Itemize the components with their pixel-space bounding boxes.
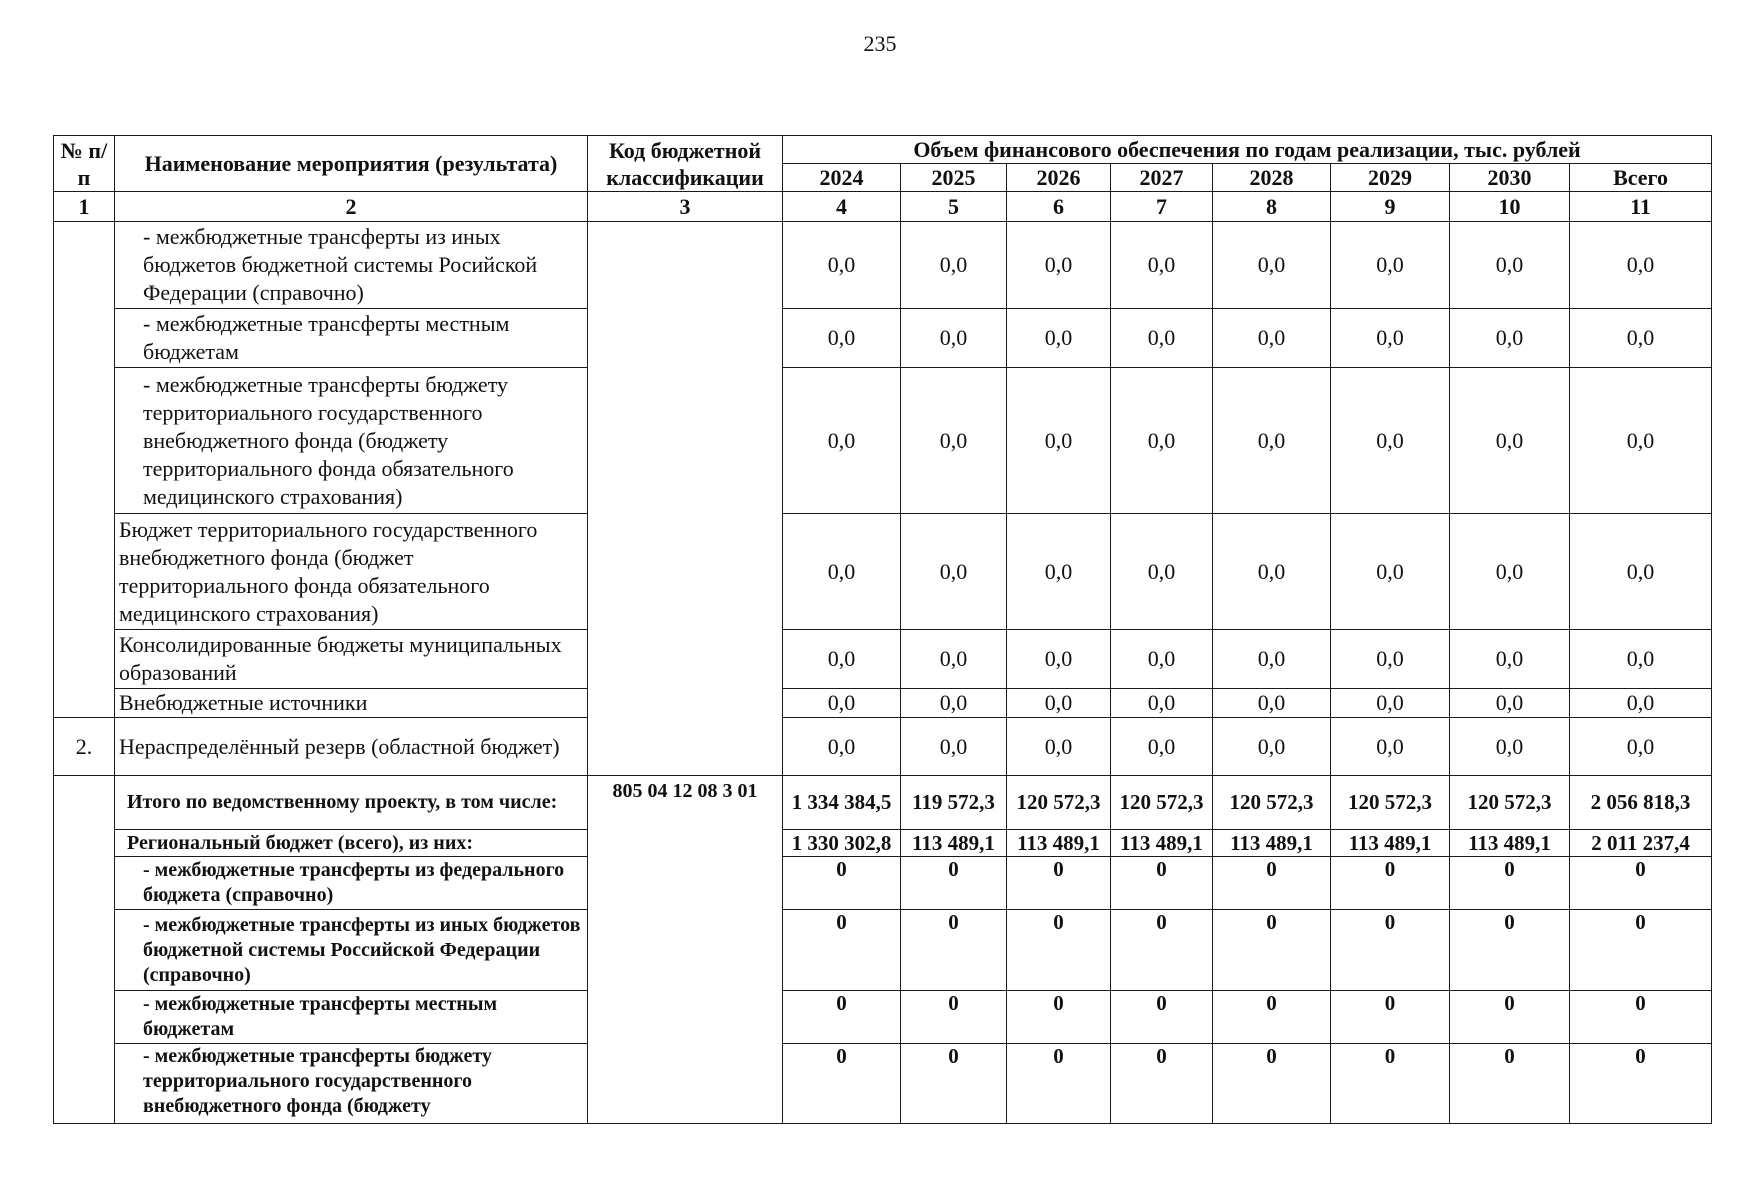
cell-value: 113 489,1 [1450,830,1570,857]
cell-value: 0,0 [1213,718,1331,776]
row-number [54,222,115,718]
cell-value: 0,0 [1213,222,1331,309]
row-name: Итого по ведомственному проекту, в том числе: [115,776,588,830]
cell-value: 0 [1570,857,1712,910]
cell-value: 0,0 [1111,630,1213,689]
cell-value: 120 572,3 [1450,776,1570,830]
cell-value: 0 [1450,1044,1570,1124]
table-row [54,776,1712,830]
column-index: 11 [1570,192,1712,222]
cell-value: 0 [1570,1044,1712,1124]
cell-value: 0,0 [1331,222,1450,309]
cell-value: 0 [1213,991,1331,1044]
cell-value: 0,0 [783,368,901,514]
cell-value: 120 572,3 [1331,776,1450,830]
row-name: Региональный бюджет (всего), из них: [115,830,588,857]
header-year: 2028 [1213,164,1331,192]
column-index: 2 [115,192,588,222]
table-row [54,830,1712,857]
cell-value: 0,0 [1007,309,1111,368]
header-num: № п/п [54,136,115,192]
cell-value: 0,0 [1111,222,1213,309]
cell-value: 0,0 [1111,309,1213,368]
row-name: - межбюджетные трансферты местным бюджетам [115,991,588,1044]
cell-value: 0,0 [1213,309,1331,368]
cell-value: 0 [783,1044,901,1124]
cell-value: 0 [1213,1044,1331,1124]
column-index: 6 [1007,192,1111,222]
cell-value: 0,0 [901,309,1007,368]
cell-value: 0,0 [1570,630,1712,689]
cell-value: 0,0 [901,718,1007,776]
cell-value: 0 [1450,910,1570,991]
header-volume: Объем финансового обеспечения по годам реализации, тыс. рублей [783,136,1712,164]
page-number: 235 [863,31,897,56]
cell-value: 0,0 [901,368,1007,514]
cell-value: 0 [783,857,901,910]
cell-value: 113 489,1 [901,830,1007,857]
cell-value: 0,0 [1331,718,1450,776]
column-index-row [54,192,1712,222]
cell-value: 0 [1007,991,1111,1044]
cell-value: 0,0 [783,222,901,309]
header-year: 2024 [783,164,901,192]
cell-value: 0 [901,1044,1007,1124]
cell-value: 0 [901,991,1007,1044]
cell-value: 0 [783,910,901,991]
header-year: 2030 [1450,164,1570,192]
cell-value: 0,0 [1331,689,1450,718]
header-name: Наименование мероприятия (результата) [115,136,588,192]
cell-value: 0 [901,857,1007,910]
cell-value: 0,0 [1450,368,1570,514]
cell-value: 0 [783,991,901,1044]
cell-value: 0 [1111,910,1213,991]
table-row [54,222,1712,309]
cell-value: 113 489,1 [1007,830,1111,857]
cell-value: 1 330 302,8 [783,830,901,857]
cell-value: 0,0 [1331,514,1450,630]
cell-value: 0 [1213,910,1331,991]
cell-value: 120 572,3 [1007,776,1111,830]
cell-value: 0,0 [1450,689,1570,718]
header-total: Всего [1570,164,1712,192]
cell-value: 0 [1007,857,1111,910]
table-row [54,1044,1712,1124]
row-name: - межбюджетные трансферты из федерального бюджета (справочно) [115,857,588,910]
budget-code [588,222,783,776]
cell-value: 0,0 [1213,689,1331,718]
cell-value: 0,0 [1450,309,1570,368]
cell-value: 2 056 818,3 [1570,776,1712,830]
cell-value: 0,0 [1450,222,1570,309]
cell-value: 0,0 [1570,368,1712,514]
table-row [54,718,1712,776]
cell-value: 0 [1111,857,1213,910]
column-index: 9 [1331,192,1450,222]
column-index: 10 [1450,192,1570,222]
table-row [54,630,1712,689]
column-index: 7 [1111,192,1213,222]
cell-value: 0,0 [1570,309,1712,368]
cell-value: 0,0 [1331,309,1450,368]
cell-value: 0,0 [1570,718,1712,776]
column-index: 4 [783,192,901,222]
cell-value: 0 [1570,991,1712,1044]
cell-value: 0,0 [901,689,1007,718]
cell-value: 0,0 [1007,514,1111,630]
cell-value: 1 334 384,5 [783,776,901,830]
cell-value: 0,0 [1331,630,1450,689]
column-index: 1 [54,192,115,222]
table-row [54,689,1712,718]
cell-value: 0 [1450,857,1570,910]
cell-value: 0,0 [901,222,1007,309]
cell-value: 0 [1111,1044,1213,1124]
cell-value: 0 [1450,991,1570,1044]
row-name: - межбюджетные трансферты из иных бюджетов бюджетной системы Росийской Федерации (справочно) [115,222,588,309]
cell-value: 0 [1331,857,1450,910]
cell-value: 0,0 [1570,514,1712,630]
table-row [54,991,1712,1044]
cell-value: 0,0 [1450,630,1570,689]
row-name: - межбюджетные трансферты местным бюджетам [115,309,588,368]
table-row [54,368,1712,514]
cell-value: 0 [1331,910,1450,991]
cell-value: 113 489,1 [1213,830,1331,857]
cell-value: 0,0 [1007,718,1111,776]
header-year: 2026 [1007,164,1111,192]
financing-table [53,135,1712,1124]
row-number [54,776,115,1124]
cell-value: 0,0 [1007,222,1111,309]
cell-value: 0,0 [783,630,901,689]
cell-value: 0,0 [783,309,901,368]
cell-value: 0 [1111,991,1213,1044]
cell-value: 0 [1331,991,1450,1044]
cell-value: 0,0 [1007,368,1111,514]
cell-value: 0 [1570,910,1712,991]
column-index: 5 [901,192,1007,222]
cell-value: 0,0 [1213,630,1331,689]
cell-value: 0,0 [1331,368,1450,514]
cell-value: 0 [901,910,1007,991]
cell-value: 0,0 [1111,718,1213,776]
column-index: 3 [588,192,783,222]
cell-value: 0,0 [1570,222,1712,309]
row-name: - межбюджетные трансферты бюджету территориального государственного внебюджетного фонда (бюджету территориального фонда обязательного медицинского страхования) [115,368,588,514]
row-name: Бюджет территориального государственного внебюджетного фонда (бюджет территориального фонда обязательного медицинского страхования) [115,514,588,630]
table-row [54,309,1712,368]
header-year: 2027 [1111,164,1213,192]
cell-value: 0,0 [1570,689,1712,718]
header-year: 2025 [901,164,1007,192]
cell-value: 0,0 [1450,514,1570,630]
table-row [54,910,1712,991]
cell-value: 0,0 [1213,368,1331,514]
cell-value: 0,0 [1111,368,1213,514]
row-name: - межбюджетные трансферты из иных бюджетов бюджетной системы Российской Федерации (справочно) [115,910,588,991]
header-year: 2029 [1331,164,1450,192]
cell-value: 0,0 [783,718,901,776]
cell-value: 0,0 [1111,514,1213,630]
cell-value: 0 [1007,910,1111,991]
row-name: - межбюджетные трансферты бюджету территориального государственного внебюджетного фонда (бюджету [115,1044,588,1124]
table-row [54,857,1712,910]
cell-value: 0 [1331,1044,1450,1124]
cell-value: 0,0 [1111,689,1213,718]
cell-value: 0,0 [1007,630,1111,689]
cell-value: 0 [1007,1044,1111,1124]
row-name: Внебюджетные источники [115,689,588,718]
cell-value: 113 489,1 [1111,830,1213,857]
cell-value: 119 572,3 [901,776,1007,830]
budget-code: 805 04 12 08 3 01 [588,776,783,1124]
cell-value: 2 011 237,4 [1570,830,1712,857]
cell-value: 0,0 [901,630,1007,689]
cell-value: 0 [1213,857,1331,910]
cell-value: 120 572,3 [1213,776,1331,830]
cell-value: 0,0 [783,689,901,718]
row-number: 2. [54,718,115,776]
cell-value: 0,0 [1450,718,1570,776]
cell-value: 0,0 [783,514,901,630]
cell-value: 0,0 [1007,689,1111,718]
row-name: Консолидированные бюджеты муниципальных образований [115,630,588,689]
row-name: Нераспределённый резерв (областной бюджет) [115,718,588,776]
header-kbk: Код бюджетной классификации [588,136,783,192]
column-index: 8 [1213,192,1331,222]
cell-value: 120 572,3 [1111,776,1213,830]
cell-value: 113 489,1 [1331,830,1450,857]
cell-value: 0,0 [1213,514,1331,630]
table-row [54,514,1712,630]
cell-value: 0,0 [901,514,1007,630]
